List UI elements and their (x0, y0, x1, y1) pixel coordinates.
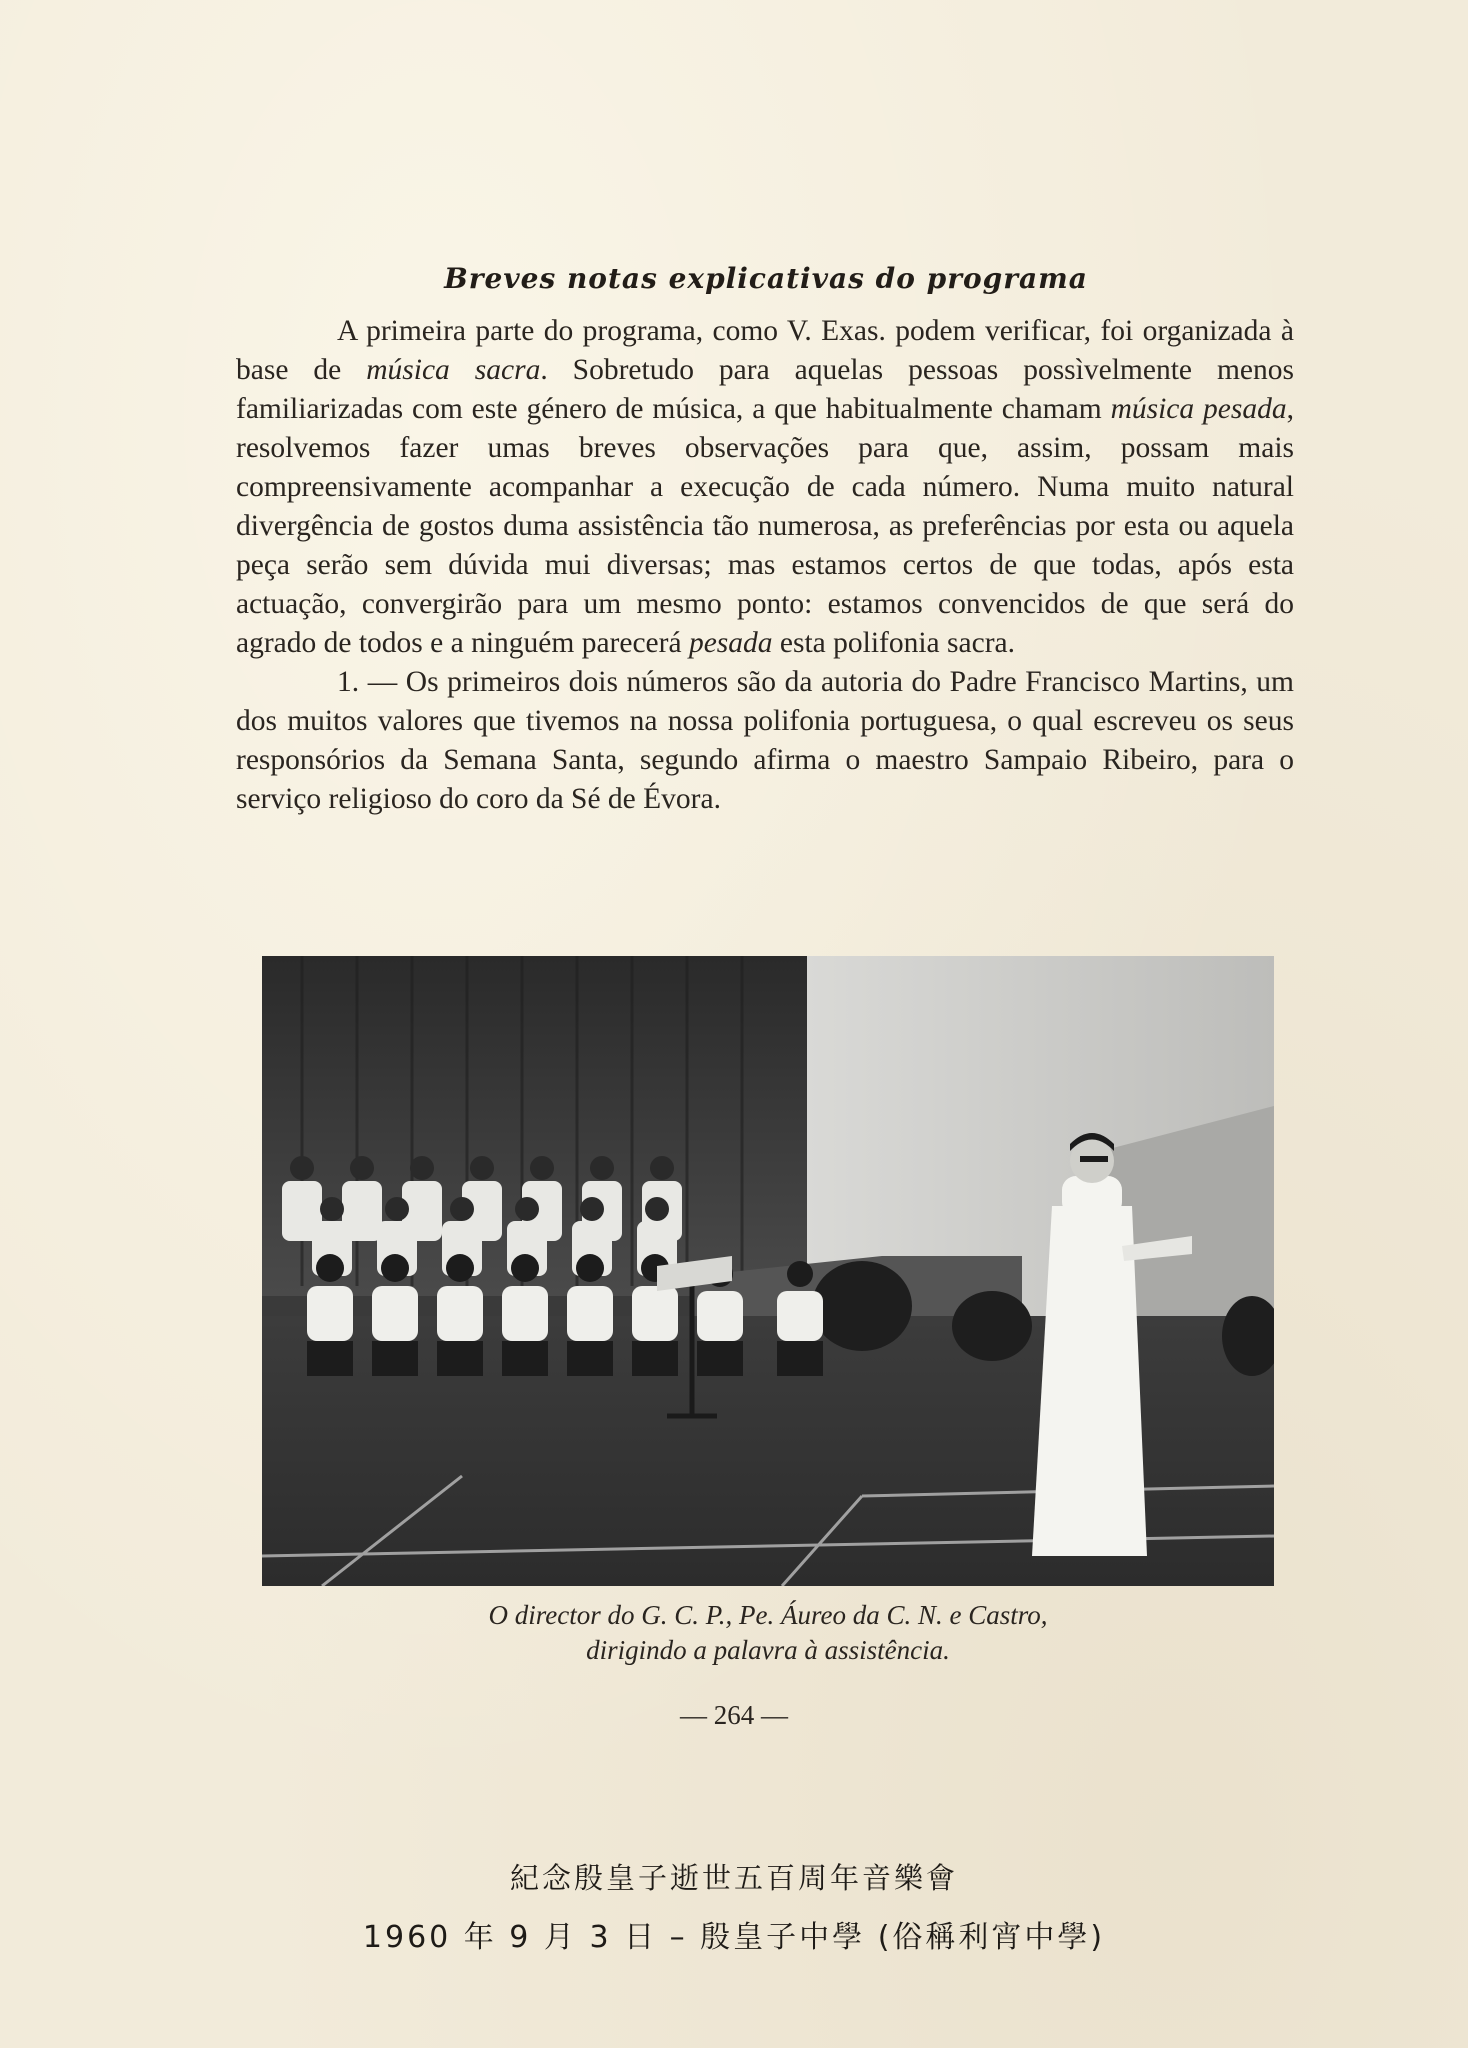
footer-event-title: 紀念殷皇子逝世五百周年音樂會 (509, 1861, 958, 1895)
paragraph-1-emphasis-c: pesada (688, 627, 773, 659)
paragraph-2: 1. — Os primeiros dois números são da autoria do Padre Francisco Martins, um dos muitos valores que tivemos na nossa polifonia portuguesa, o qual escreveu os seus responsórios da Semana Santa, segundo afirma o maestro Sampaio Ribeiro, para o serviço religioso do coro da Sé de Évora. (236, 666, 1294, 815)
paragraph-1 (236, 312, 1294, 663)
paragraph-1-emphasis-a: música sacra (366, 354, 541, 386)
paragraph-1-text-b: . Sobretudo para aquelas pessoas possìvelmente menos familiarizadas com este género de música, a que habitualmente chamam (236, 354, 1294, 425)
section-heading: Breves notas explicativas do programa (444, 262, 1088, 295)
body-text (236, 312, 1294, 819)
caption-line-1: O director do G. C. P., Pe. Áureo da C. N. e Castro, (488, 1600, 1048, 1630)
photo-caption (262, 1598, 1274, 1668)
footer-event-date: 1960 年 9 月 3 日 – 殷皇子中學 (俗稱利宵中學) (362, 1920, 1106, 1955)
paragraph-1-text-a: A primeira parte do programa, como V. Exas. podem verificar, foi organizada à base de (236, 315, 1294, 386)
page-number: — 264 — (680, 1700, 788, 1730)
paragraph-1-emphasis-b: música pesada (1110, 393, 1287, 425)
paragraph-1-text-d: esta polifonia sacra. (772, 627, 1015, 659)
choir-photograph (262, 956, 1274, 1586)
choir-photograph-image (262, 956, 1274, 1586)
caption-line-2: dirigindo a palavra à assistência. (586, 1635, 950, 1665)
paragraph-1-text-c: , resolvemos fazer umas breves observações para que, assim, possam mais compreensivamente acompanhar a execução de cada número. Numa muito natural divergência de gostos duma assistência tão numerosa, as preferências por esta ou aquela peça serão sem dúvida mui diversas; mas estamos certos de que todas, após esta actuação, convergirão para um mesmo ponto: estamos convencidos de que será do agrado de todos e a ninguém parecerá (236, 393, 1294, 659)
